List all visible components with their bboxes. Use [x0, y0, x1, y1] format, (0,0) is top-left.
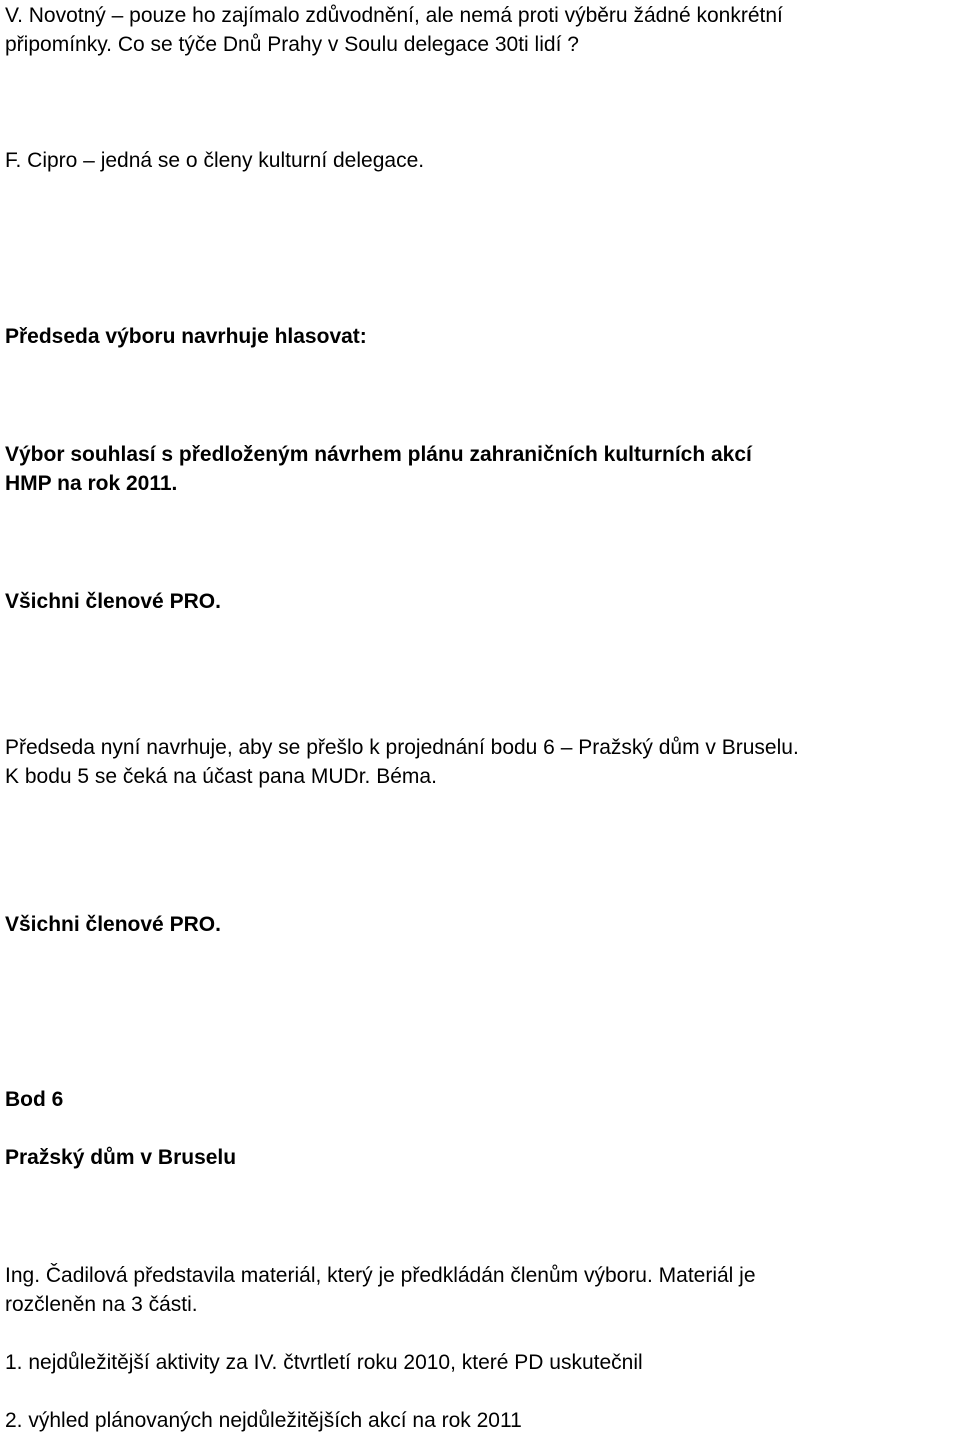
paragraph-line: Všichni členové PRO. [5, 913, 221, 936]
paragraph-line: V. Novotný – pouze ho zajímalo zdůvodnění, ale nemá proti výběru žádné konkrétní [5, 4, 783, 27]
paragraph-cipro [5, 146, 955, 175]
section-number [5, 1085, 955, 1114]
list-item-1 [5, 1348, 955, 1377]
paragraph-line: 1. nejdůležitější aktivity za IV. čtvrtletí roku 2010, které PD uskutečnil [5, 1351, 643, 1374]
paragraph-line: Předseda výboru navrhuje hlasovat: [5, 325, 367, 348]
paragraph-line: F. Cipro – jedná se o členy kulturní delegace. [5, 149, 425, 172]
paragraph-line: Bod 6 [5, 1088, 64, 1111]
paragraph-resolution [5, 440, 955, 498]
paragraph-line: Ing. Čadilová představila materiál, který je předkládán členům výboru. Materiál je [5, 1264, 756, 1287]
list-item-2 [5, 1406, 955, 1435]
paragraph-vote-proposal [5, 322, 955, 351]
paragraph-line: HMP na rok 2011. [5, 472, 178, 495]
paragraph-novotny [5, 1, 955, 59]
paragraph-line: Výbor souhlasí s předloženým návrhem plánu zahraničních kulturních akcí [5, 443, 752, 466]
paragraph-line: Pražský dům v Bruselu [5, 1146, 237, 1169]
paragraph-presentation [5, 1261, 955, 1319]
paragraph-agenda-change [5, 733, 955, 791]
vote-result-1 [5, 587, 955, 616]
paragraph-line: Předseda nyní navrhuje, aby se přešlo k projednání bodu 6 – Pražský dům v Bruselu. [5, 736, 799, 759]
paragraph-line: rozčleněn na 3 části. [5, 1293, 198, 1316]
paragraph-line: Všichni členové PRO. [5, 590, 221, 613]
paragraph-line: K bodu 5 se čeká na účast pana MUDr. Béma. [5, 765, 437, 788]
paragraph-line: připomínky. Co se týče Dnů Prahy v Soulu delegace 30ti lidí ? [5, 33, 579, 56]
section-title [5, 1143, 955, 1172]
vote-result-2 [5, 910, 955, 939]
paragraph-line: 2. výhled plánovaných nejdůležitějších akcí na rok 2011 [5, 1409, 522, 1432]
